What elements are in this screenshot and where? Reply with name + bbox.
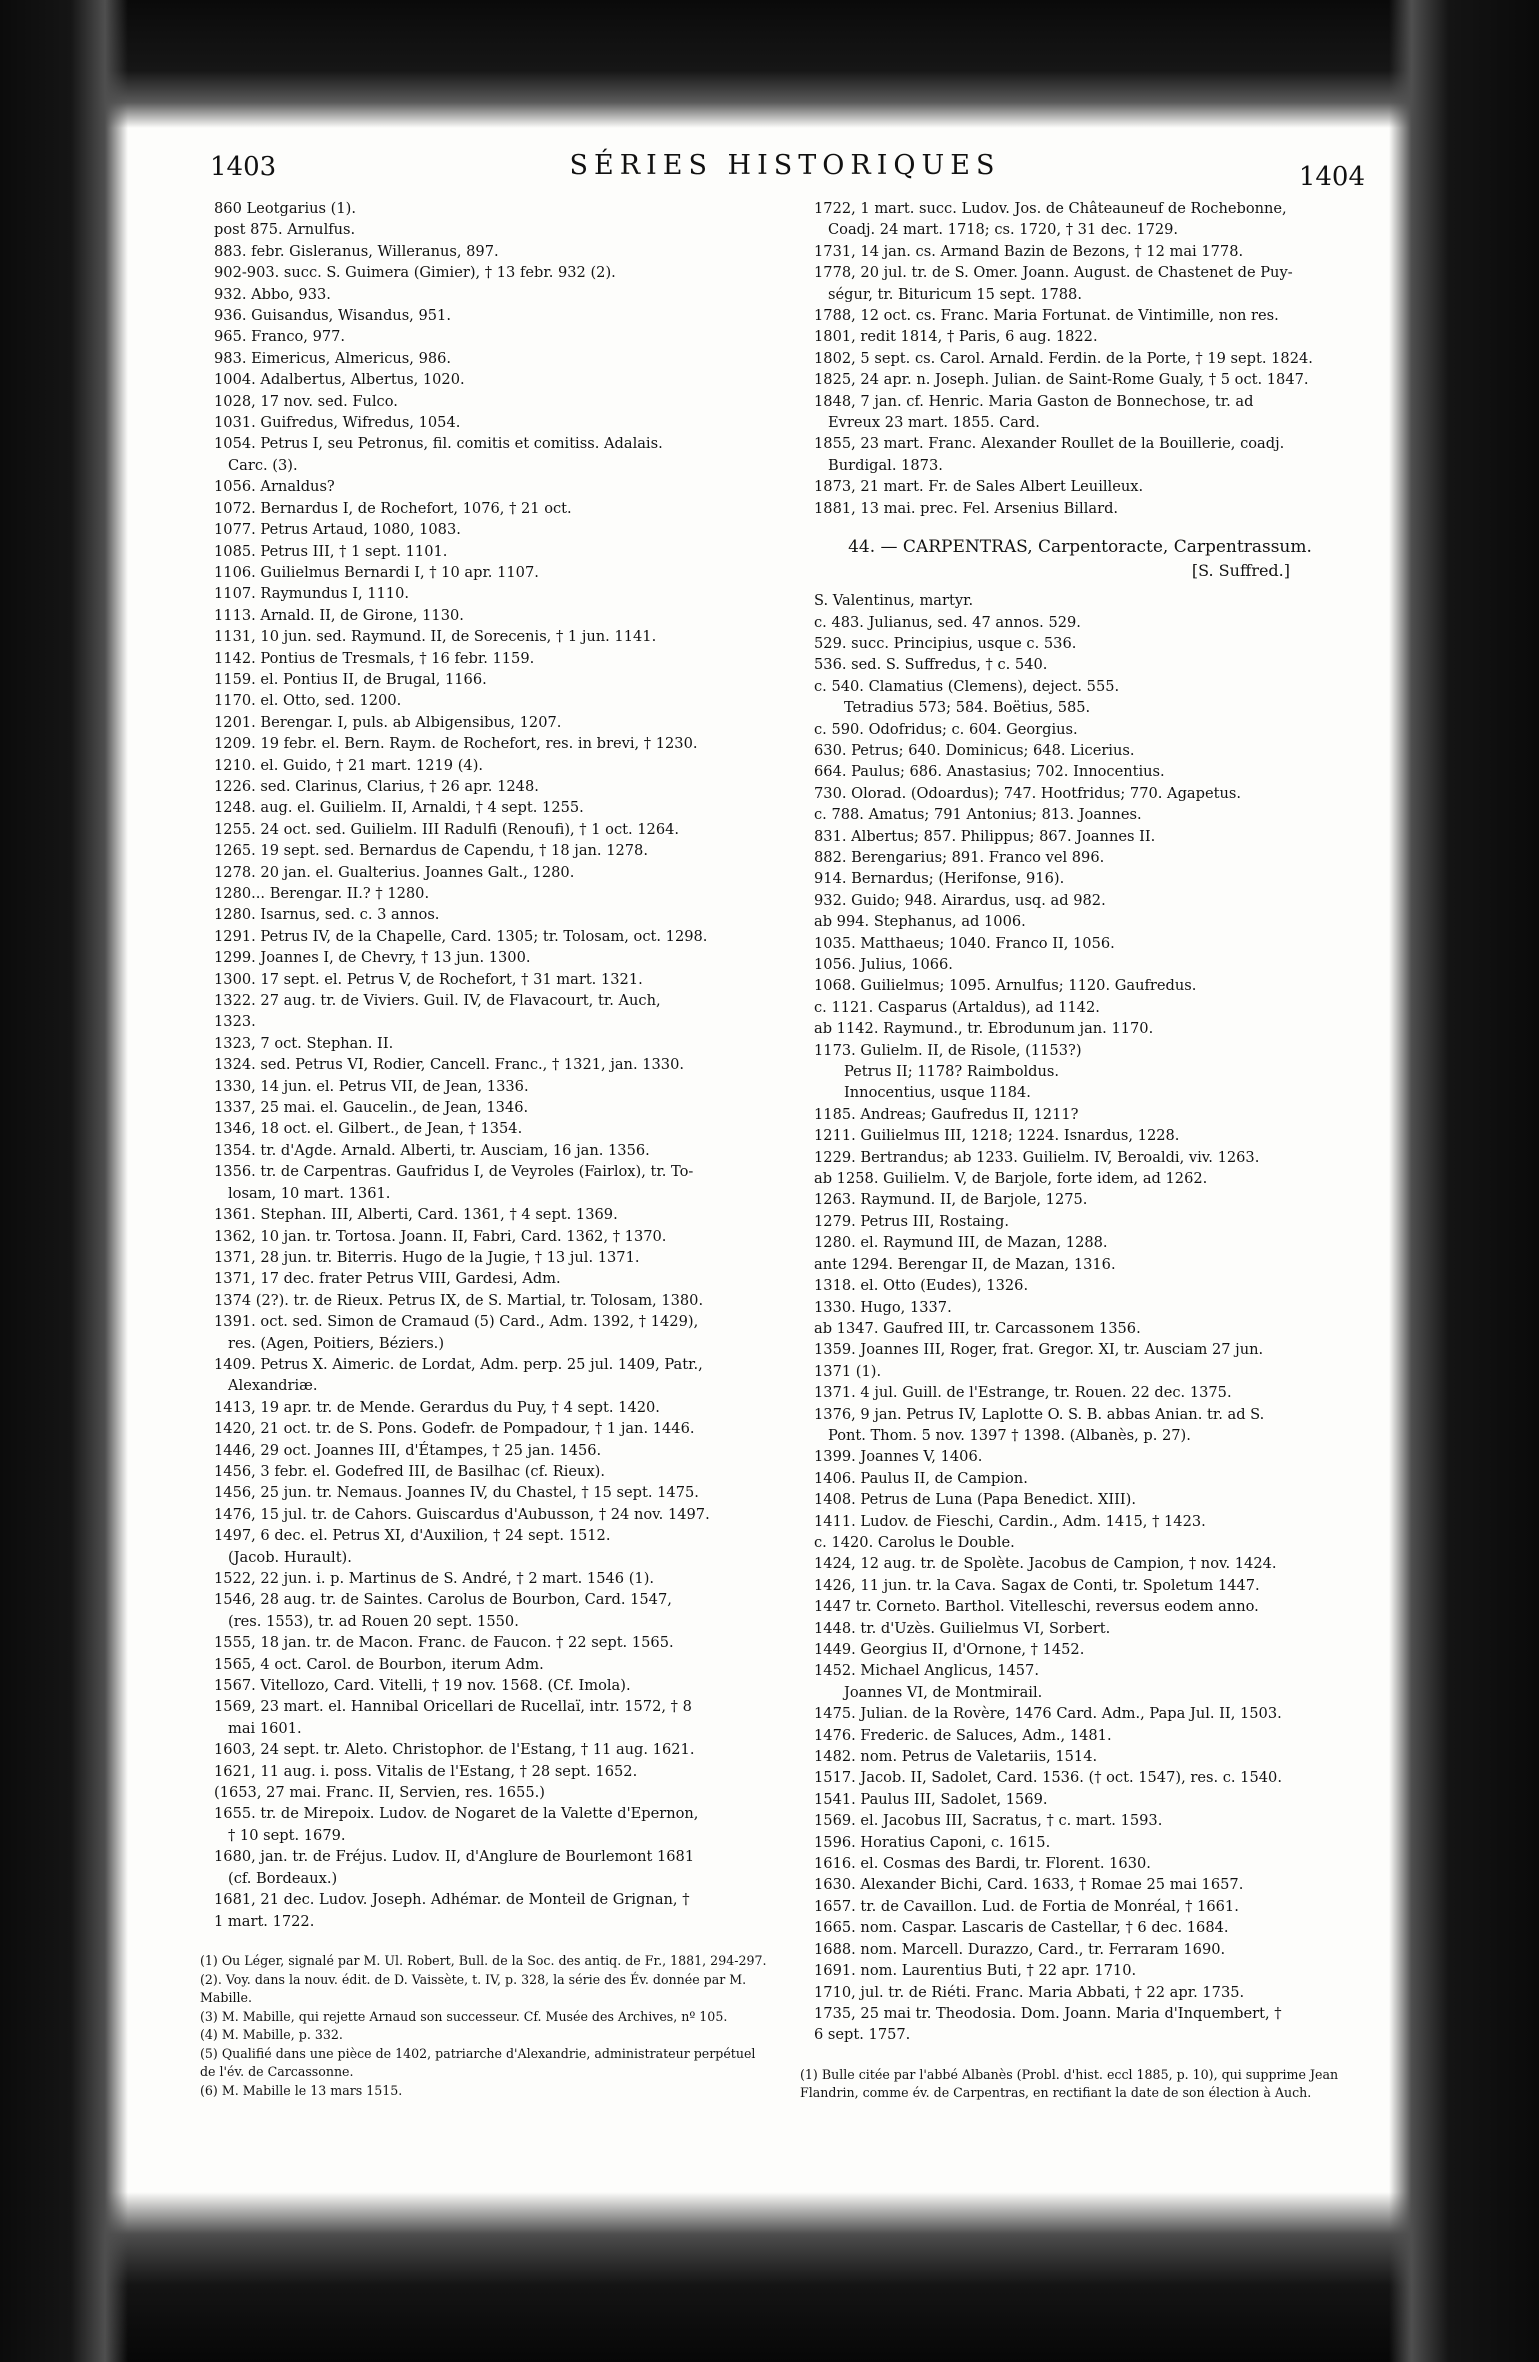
entry-line: 1068. Guilielmus; 1095. Arnulfus; 1120. Gaufredus. — [814, 977, 1197, 995]
entry-line: 1265. 19 sept. sed. Bernardus de Capendu, † 18 jan. 1278. — [214, 842, 648, 860]
entry-line: 1159. el. Pontius II, de Brugal, 1166. — [214, 670, 487, 688]
entry-line: 882. Berengarius; 891. Franco vel 896. — [814, 848, 1105, 866]
entry-line: 1028, 17 nov. sed. Fulco. — [214, 392, 398, 410]
entry-line: 1354. tr. d'Agde. Arnald. Alberti, tr. Ausciam, 16 jan. 1356. — [214, 1141, 650, 1159]
section-subtitle: [S. Suffred.] — [1191, 561, 1290, 581]
entry-line: 1546, 28 aug. tr. de Saintes. Carolus de Bourbon, Card. 1547, — [214, 1591, 672, 1609]
entry-line: 1567. Vitellozo, Card. Vitelli, † 19 nov. 1568. (Cf. Imola). — [214, 1677, 631, 1695]
entry-line: 1211. Guilielmus III, 1218; 1224. Isnardus, 1228. — [814, 1127, 1180, 1145]
entry-line: 1376, 9 jan. Petrus IV, Laplotte O. S. B. abbas Anian. tr. ad S. — [814, 1405, 1265, 1423]
entry-line: 1475. Julian. de la Rovère, 1476 Card. Adm., Papa Jul. II, 1503. — [814, 1705, 1282, 1723]
entry-line: 1324. sed. Petrus VI, Rodier, Cancell. Franc., † 1321, jan. 1330. — [214, 1056, 684, 1074]
entry-line: 1848, 7 jan. cf. Henric. Maria Gaston de Bonnechose, tr. ad — [814, 392, 1254, 410]
entry-line: 1621, 11 aug. i. poss. Vitalis de l'Estang, † 28 sept. 1652. — [214, 1762, 638, 1780]
entry-line: 1280... Berengar. II.? † 1280. — [214, 885, 430, 902]
entry-line: 1131, 10 jun. sed. Raymund. II, de Sorecenis, † 1 jun. 1141. — [214, 628, 657, 646]
page-number-left: 1403 — [210, 152, 277, 182]
entry-line: 1603, 24 sept. tr. Aleto. Christophor. de l'Estang, † 11 aug. 1621. — [214, 1741, 695, 1759]
entry-line: Tetradius 573; 584. Boëtius, 585. — [844, 699, 1091, 717]
entry-line: 1248. aug. el. Guilielm. II, Arnaldi, † 4 sept. 1255. — [214, 799, 584, 817]
entry-line: 1411. Ludov. de Fieschi, Cardin., Adm. 1415, † 1423. — [814, 1512, 1206, 1530]
entry-line: 1280. Isarnus, sed. c. 3 annos. — [214, 906, 440, 924]
entry-line: 1170. el. Otto, sed. 1200. — [214, 692, 402, 710]
entry-line: c. 1420. Carolus le Double. — [814, 1533, 1015, 1551]
entry-line: 1322. 27 aug. tr. de Viviers. Guil. IV, de Flavacourt, tr. Auch, — [214, 992, 661, 1010]
entry-line: 1476, 15 jul. tr. de Cahors. Guiscardus d'Aubusson, † 24 nov. 1497. — [214, 1505, 710, 1523]
entry-line: 1691. nom. Laurentius Buti, † 22 apr. 1710. — [814, 1962, 1137, 1980]
right-column — [800, 198, 1360, 2103]
entry-line: 1299. Joannes I, de Chevry, † 13 jun. 1300. — [214, 949, 531, 967]
entry-line: 1456, 25 jun. tr. Nemaus. Joannes IV, du Chastel, † 15 sept. 1475. — [214, 1484, 699, 1502]
entry-line: 883. febr. Gisleranus, Willeranus, 897. — [214, 242, 499, 260]
entry-line: 1031. Guifredus, Wifredus, 1054. — [214, 414, 461, 432]
entry-line: 932. Abbo, 933. — [214, 285, 331, 303]
entry-line: c. 590. Odofridus; c. 604. Georgius. — [814, 720, 1078, 738]
entry-line: 1106. Guilielmus Bernardi I, † 10 apr. 1107. — [214, 563, 539, 581]
entry-line: 1452. Michael Anglicus, 1457. — [814, 1662, 1039, 1680]
entry-line: (cf. Bordeaux.) — [228, 1869, 338, 1887]
entry-line: 1374 (2?). tr. de Rieux. Petrus IX, de S. Martial, tr. Tolosam, 1380. — [214, 1291, 704, 1309]
entry-line: 1596. Horatius Caponi, c. 1615. — [814, 1833, 1051, 1851]
running-title: SÉRIES HISTORIQUES — [569, 150, 1001, 181]
entry-line: 1426, 11 jun. tr. la Cava. Sagax de Conti, tr. Spoletum 1447. — [814, 1576, 1260, 1594]
entry-line: 1476. Frederic. de Saluces, Adm., 1481. — [814, 1726, 1112, 1744]
entry-line: ab 994. Stephanus, ad 1006. — [814, 913, 1026, 931]
entry-line: mai 1601. — [228, 1719, 302, 1737]
left-entries — [200, 198, 770, 1932]
section-title: 44. — CARPENTRAS, Carpentoracte, Carpentrassum. — [848, 537, 1312, 558]
entry-line: 529. succ. Principius, usque c. 536. — [814, 634, 1077, 652]
entry-line: 630. Petrus; 640. Dominicus; 648. Licerius. — [814, 741, 1135, 759]
scan-border-bottom — [0, 2192, 1539, 2362]
entry-line: 1346, 18 oct. el. Gilbert., de Jean, † 1354. — [214, 1120, 523, 1138]
entry-line: 1361. Stephan. III, Alberti, Card. 1361, † 4 sept. 1369. — [214, 1206, 618, 1224]
entry-line: 1323. — [214, 1013, 256, 1031]
scan-border-left — [0, 0, 128, 2362]
entry-line: 536. sed. S. Suffredus, † c. 540. — [814, 656, 1048, 674]
entry-line: 932. Guido; 948. Airardus, usq. ad 982. — [814, 891, 1106, 909]
entry-line: 1113. Arnald. II, de Girone, 1130. — [214, 606, 464, 624]
entry-line: 1616. el. Cosmas des Bardi, tr. Florent. 1630. — [814, 1855, 1151, 1873]
entry-line: 6 sept. 1757. — [814, 2026, 911, 2044]
entry-line: Pont. Thom. 5 nov. 1397 † 1398. (Albanès, p. 27). — [828, 1426, 1191, 1444]
entry-line: (1653, 27 mai. Franc. II, Servien, res. 1655.) — [214, 1784, 545, 1802]
entry-line: 1565, 4 oct. Carol. de Bourbon, iterum Adm. — [214, 1655, 544, 1673]
entry-line: 1825, 24 apr. n. Joseph. Julian. de Saint-Rome Gualy, † 5 oct. 1847. — [814, 371, 1309, 389]
entry-line: 1226. sed. Clarinus, Clarius, † 26 apr. 1248. — [214, 777, 539, 795]
entry-line: 1517. Jacob. II, Sadolet, Card. 1536. († oct. 1547), res. c. 1540. — [814, 1769, 1282, 1787]
entry-line: Evreux 23 mart. 1855. Card. — [828, 414, 1040, 432]
entry-line: 1657. tr. de Cavaillon. Lud. de Fortia de Monréal, † 1661. — [814, 1897, 1239, 1915]
entry-line: 1173. Gulielm. II, de Risole, (1153?) — [814, 1041, 1082, 1059]
footnote: (6) M. Mabille le 13 mars 1515. — [200, 2083, 403, 2099]
entry-line: ségur, tr. Bituricum 15 sept. 1788. — [828, 285, 1082, 303]
entry-line: 983. Eimericus, Almericus, 986. — [214, 349, 452, 367]
entry-line: 1054. Petrus I, seu Petronus, fil. comitis et comitiss. Adalais. — [214, 435, 663, 453]
page-header — [210, 150, 1365, 192]
entry-line: 1788, 12 oct. cs. Franc. Maria Fortunat. de Vintimille, non res. — [814, 307, 1279, 325]
footnote: (5) Qualifié dans une pièce de 1402, patriarche d'Alexandrie, administrateur perpétuel de l'év. de Carcassonne. — [200, 2045, 756, 2080]
entry-line: Alexandriæ. — [228, 1377, 318, 1395]
footnote: (4) M. Mabille, p. 332. — [200, 2027, 343, 2043]
entry-line: 1359. Joannes III, Roger, frat. Gregor. XI, tr. Ausciam 27 jun. — [814, 1341, 1264, 1359]
entry-line: Burdigal. 1873. — [828, 456, 943, 474]
entry-line: 1201. Berengar. I, puls. ab Albigensibus, 1207. — [214, 713, 562, 731]
entry-line: 1209. 19 febr. el. Bern. Raym. de Rochefort, res. in brevi, † 1230. — [214, 735, 698, 753]
entry-line: 1318. el. Otto (Eudes), 1326. — [814, 1277, 1029, 1295]
entry-line: 1323, 7 oct. Stephan. II. — [214, 1034, 394, 1052]
entry-line: 1569. el. Jacobus III, Sacratus, † c. mart. 1593. — [814, 1812, 1163, 1830]
entry-line: 1278. 20 jan. el. Gualterius. Joannes Galt., 1280. — [214, 863, 575, 881]
entry-line: (Jacob. Hurault). — [228, 1548, 352, 1566]
entry-line: Coadj. 24 mart. 1718; cs. 1720, † 31 dec. 1729. — [828, 221, 1179, 239]
left-column — [200, 198, 770, 2101]
entry-line: 664. Paulus; 686. Anastasius; 702. Innocentius. — [814, 763, 1165, 781]
entry-line: 1555, 18 jan. tr. de Macon. Franc. de Faucon. † 22 sept. 1565. — [214, 1634, 674, 1652]
entry-line: Carc. (3). — [228, 456, 298, 474]
entry-line: ante 1294. Berengar II, de Mazan, 1316. — [814, 1255, 1116, 1273]
entry-line: 1300. 17 sept. el. Petrus V, de Rochefort, † 31 mart. 1321. — [214, 970, 643, 988]
entry-line: 1456, 3 febr. el. Godefred III, de Basilhac (cf. Rieux). — [214, 1462, 606, 1480]
entry-line: losam, 10 mart. 1361. — [228, 1184, 391, 1202]
entry-line: 1330, 14 jun. el. Petrus VII, de Jean, 1336. — [214, 1077, 529, 1095]
entry-line: 1035. Matthaeus; 1040. Franco II, 1056. — [814, 934, 1115, 952]
right-entries-top — [800, 198, 1360, 519]
entry-line: 1291. Petrus IV, de la Chapelle, Card. 1305; tr. Tolosam, oct. 1298. — [214, 927, 708, 945]
entry-line: 1482. nom. Petrus de Valetariis, 1514. — [814, 1748, 1098, 1766]
entry-line: 1362, 10 jan. tr. Tortosa. Joann. II, Fabri, Card. 1362, † 1370. — [214, 1227, 667, 1245]
right-entries-bottom — [800, 590, 1360, 2046]
entry-line: 1406. Paulus II, de Campion. — [814, 1469, 1028, 1487]
entry-line: 965. Franco, 977. — [214, 328, 346, 346]
entry-line: 936. Guisandus, Wisandus, 951. — [214, 307, 451, 325]
entry-line: 1210. el. Guido, † 21 mart. 1219 (4). — [214, 756, 484, 774]
entry-line: res. (Agen, Poitiers, Béziers.) — [228, 1334, 445, 1352]
entry-line: 1448. tr. d'Uzès. Guilielmus VI, Sorbert. — [814, 1619, 1111, 1637]
footnote: (3) M. Mabille, qui rejette Arnaud son successeur. Cf. Musée des Archives, nº 105. — [200, 2008, 728, 2024]
entry-line: 1356. tr. de Carpentras. Gaufridus I, de Veyroles (Fairlox), tr. To- — [214, 1163, 694, 1181]
entry-line: 1710, jul. tr. de Riéti. Franc. Maria Abbati, † 22 apr. 1735. — [814, 1983, 1245, 2001]
entry-line: 1280. el. Raymund III, de Mazan, 1288. — [814, 1234, 1108, 1252]
scan-border-top — [0, 0, 1539, 128]
entry-line: 1688. nom. Marcell. Durazzo, Card., tr. Ferraram 1690. — [814, 1940, 1226, 1958]
entry-line: 1072. Bernardus I, de Rochefort, 1076, † 21 oct. — [214, 499, 572, 517]
entry-line: 1409. Petrus X. Aimeric. de Lordat, Adm. perp. 25 jul. 1409, Patr., — [214, 1355, 703, 1373]
entry-line: Joannes VI, de Montmirail. — [844, 1683, 1043, 1701]
entry-line: 1420, 21 oct. tr. de S. Pons. Godefr. de Pompadour, † 1 jan. 1446. — [214, 1420, 695, 1438]
footnote: (1) Ou Léger, signalé par M. Ul. Robert, Bull. de la Soc. des antiq. de Fr., 1881, 294-297. — [200, 1952, 767, 1968]
entry-line: 1802, 5 sept. cs. Carol. Arnald. Ferdin. de la Porte, † 19 sept. 1824. — [814, 349, 1313, 367]
entry-line: c. 1121. Casparus (Artaldus), ad 1142. — [814, 998, 1100, 1016]
entry-line: c. 483. Julianus, sed. 47 annos. 529. — [814, 613, 1081, 631]
entry-line: 902-903. succ. S. Guimera (Gimier), † 13 febr. 932 (2). — [214, 264, 616, 282]
entry-line: 1056. Julius, 1066. — [814, 956, 953, 973]
entry-line: 1056. Arnaldus? — [214, 478, 335, 496]
entry-line: Innocentius, usque 1184. — [844, 1084, 1031, 1102]
entry-line: 1371 (1). — [814, 1362, 882, 1380]
entry-line: 1229. Bertrandus; ab 1233. Guilielm. IV, Beroaldi, viv. 1263. — [814, 1148, 1260, 1166]
page-number-right: 1404 — [1298, 162, 1365, 192]
entry-line: c. 788. Amatus; 791 Antonius; 813. Joannes. — [814, 806, 1142, 824]
entry-line: Petrus II; 1178? Raimboldus. — [844, 1063, 1060, 1081]
entry-line: 1371, 17 dec. frater Petrus VIII, Gardesi, Adm. — [214, 1270, 561, 1288]
entry-line: 730. Olorad. (Odoardus); 747. Hootfridus; 770. Agapetus. — [814, 784, 1242, 802]
entry-line: 831. Albertus; 857. Philippus; 867. Joannes II. — [814, 827, 1156, 845]
entry-line: ab 1347. Gaufred III, tr. Carcassonem 1356. — [814, 1319, 1141, 1337]
entry-line: 1630. Alexander Bichi, Card. 1633, † Romae 25 mai 1657. — [814, 1876, 1244, 1894]
entry-line: (res. 1553), tr. ad Rouen 20 sept. 1550. — [228, 1612, 519, 1630]
entry-line: 1399. Joannes V, 1406. — [814, 1448, 983, 1466]
entry-line: 1004. Adalbertus, Albertus, 1020. — [214, 371, 465, 389]
entry-line: 1371. 4 jul. Guill. de l'Estrange, tr. Rouen. 22 dec. 1375. — [814, 1384, 1232, 1402]
entry-line: 1337, 25 mai. el. Gaucelin., de Jean, 1346. — [214, 1099, 529, 1117]
entry-line: 1142. Pontius de Tresmals, † 16 febr. 1159. — [214, 649, 535, 667]
scan-border-right — [1389, 0, 1539, 2362]
entry-line: 1085. Petrus III, † 1 sept. 1101. — [214, 542, 448, 560]
entry-line: 1735, 25 mai tr. Theodosia. Dom. Joann. Maria d'Inquembert, † — [814, 2004, 1282, 2022]
entry-line: post 875. Arnulfus. — [214, 221, 356, 239]
entry-line: 1371, 28 jun. tr. Biterris. Hugo de la Jugie, † 13 jul. 1371. — [214, 1248, 640, 1266]
entry-line: 860 Leotgarius (1). — [214, 200, 356, 217]
entry-line: 1731, 14 jan. cs. Armand Bazin de Bezons, † 12 mai 1778. — [814, 242, 1244, 260]
entry-line: S. Valentinus, martyr. — [814, 592, 974, 610]
entry-line: 1655. tr. de Mirepoix. Ludov. de Nogaret de la Valette d'Epernon, — [214, 1805, 699, 1823]
entry-line: 1680, jan. tr. de Fréjus. Ludov. II, d'Anglure de Bourlemont 1681 — [214, 1848, 695, 1866]
entry-line: 1881, 13 mai. prec. Fel. Arsenius Billard. — [814, 499, 1119, 517]
entry-line: 1263. Raymund. II, de Barjole, 1275. — [814, 1191, 1088, 1209]
entry-line: 1107. Raymundus I, 1110. — [214, 585, 410, 603]
entry-line: 1569, 23 mart. el. Hannibal Oricellari de Rucellaï, intr. 1572, † 8 — [214, 1698, 692, 1716]
entry-line: 1279. Petrus III, Rostaing. — [814, 1212, 1010, 1230]
entry-line: 1449. Georgius II, d'Ornone, † 1452. — [814, 1641, 1085, 1658]
entry-line: 1 mart. 1722. — [214, 1912, 315, 1930]
entry-line: † 10 sept. 1679. — [228, 1826, 346, 1844]
entry-line: 1522, 22 jun. i. p. Martinus de S. André, † 2 mart. 1546 (1). — [214, 1570, 655, 1587]
entry-line: 1413, 19 apr. tr. de Mende. Gerardus du Puy, † 4 sept. 1420. — [214, 1398, 660, 1416]
left-footnotes — [200, 1952, 770, 2101]
entry-line: 1778, 20 jul. tr. de S. Omer. Joann. August. de Chastenet de Puy- — [814, 264, 1293, 282]
footnote: (2). Voy. dans la nouv. édit. de D. Vaissète, t. IV, p. 328, la série des Év. donnée par M. Mabille. — [200, 1971, 747, 2006]
entry-line: 914. Bernardus; (Herifonse, 916). — [814, 870, 1065, 888]
entry-line: 1873, 21 mart. Fr. de Sales Albert Leuilleux. — [814, 478, 1144, 496]
entry-line: 1801, redit 1814, † Paris, 6 aug. 1822. — [814, 328, 1098, 346]
entry-line: 1722, 1 mart. succ. Ludov. Jos. de Châteauneuf de Rochebonne, — [814, 200, 1287, 217]
entry-line: 1255. 24 oct. sed. Guilielm. III Radulfi (Renoufi), † 1 oct. 1264. — [214, 820, 680, 838]
entry-line: 1446, 29 oct. Joannes III, d'Étampes, † 25 jan. 1456. — [214, 1441, 602, 1459]
entry-line: 1541. Paulus III, Sadolet, 1569. — [814, 1790, 1048, 1808]
entry-line: ab 1142. Raymund., tr. Ebrodunum jan. 1170. — [814, 1020, 1154, 1038]
footnote: (1) Bulle citée par l'abbé Albanès (Probl. d'hist. eccl 1885, p. 10), qui supprime Jean Flandrin, comme év. de Carpentras, en rectifiant la date de son élection à Auch. — [800, 2066, 1339, 2101]
entry-line: 1497, 6 dec. el. Petrus XI, d'Auxilion, † 24 sept. 1512. — [214, 1527, 611, 1545]
right-footnotes — [800, 2066, 1360, 2103]
entry-line: 1077. Petrus Artaud, 1080, 1083. — [214, 521, 461, 539]
entry-line: 1391. oct. sed. Simon de Cramaud (5) Card., Adm. 1392, † 1429), — [214, 1313, 699, 1331]
entry-line: c. 540. Clamatius (Clemens), deject. 555. — [814, 677, 1120, 695]
entry-line: 1681, 21 dec. Ludov. Joseph. Adhémar. de Monteil de Grignan, † — [214, 1891, 690, 1909]
entry-line: 1447 tr. Corneto. Barthol. Vitelleschi, reversus eodem anno. — [814, 1598, 1259, 1616]
entry-line: 1408. Petrus de Luna (Papa Benedict. XIII). — [814, 1491, 1137, 1509]
entry-line: 1665. nom. Caspar. Lascaris de Castellar, † 6 dec. 1684. — [814, 1919, 1229, 1937]
entry-line: 1855, 23 mart. Franc. Alexander Roullet de la Bouillerie, coadj. — [814, 435, 1285, 453]
entry-line: 1185. Andreas; Gaufredus II, 1211? — [814, 1105, 1079, 1123]
entry-line: ab 1258. Guilielm. V, de Barjole, forte idem, ad 1262. — [814, 1170, 1208, 1188]
entry-line: 1330. Hugo, 1337. — [814, 1298, 952, 1316]
entry-line: 1424, 12 aug. tr. de Spolète. Jacobus de Campion, † nov. 1424. — [814, 1555, 1277, 1573]
